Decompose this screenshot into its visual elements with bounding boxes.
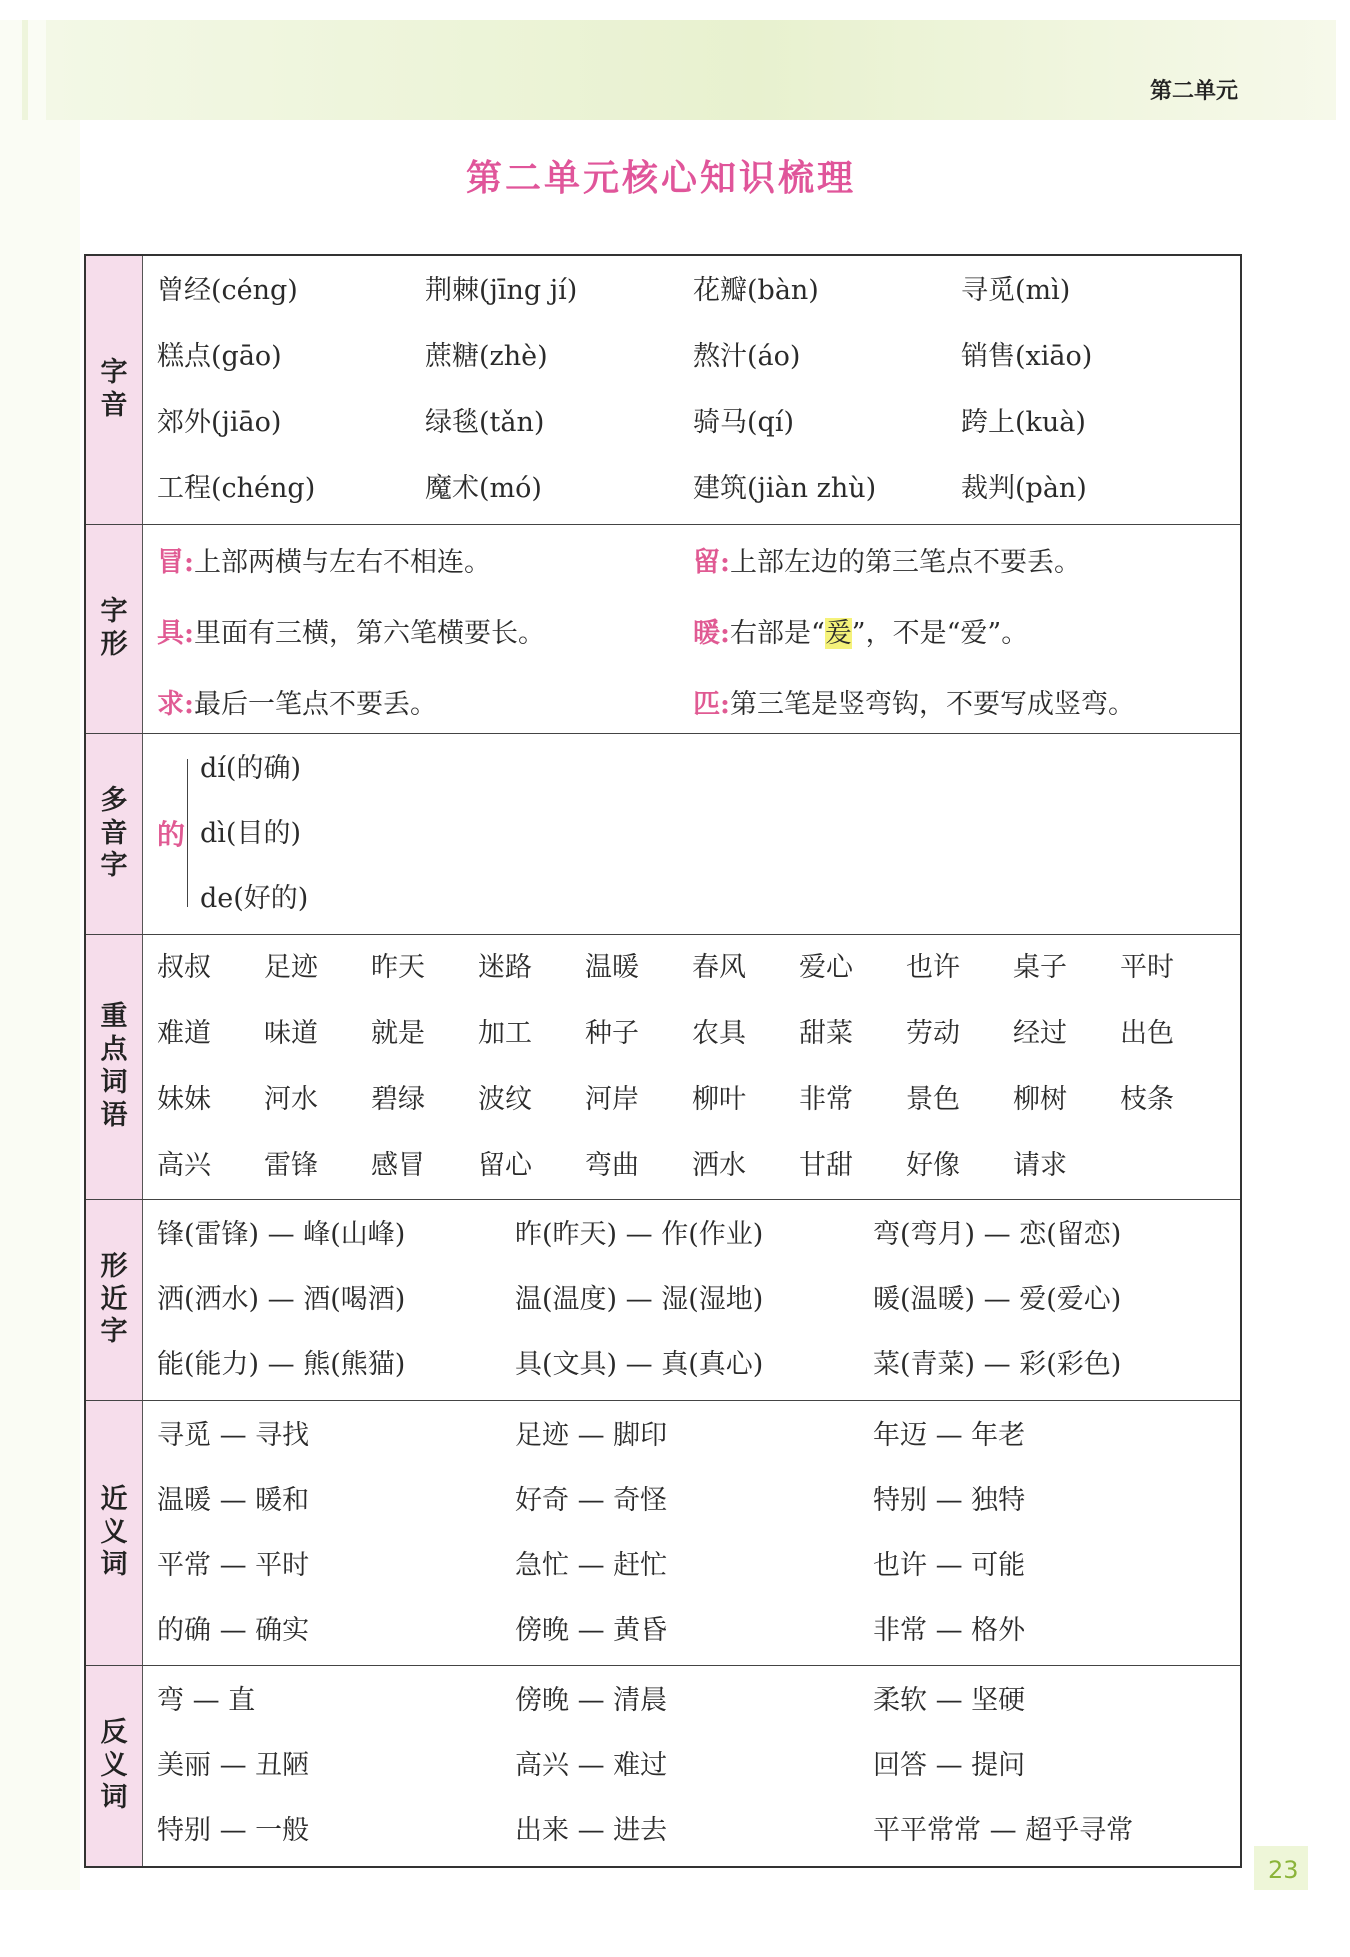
pair-item: 傍晚 — 黄昏 <box>515 1615 668 1646</box>
word-item: 弯曲 <box>585 1150 639 1181</box>
pair-item: 温(温度) — 湿(湿地) <box>515 1284 764 1315</box>
pair-item: 高兴 — 难过 <box>515 1750 668 1781</box>
word-item: 曾经(céng) <box>157 275 298 306</box>
synonyms-grid <box>143 1401 1245 1665</box>
glyph-item: 具:里面有三横，第六笔横要长。 <box>157 618 545 649</box>
glyph-item: 暖:右部是“爰”，不是“爱”。 <box>693 618 1029 649</box>
word-item: 就是 <box>371 1018 425 1049</box>
word-item: 足迹 <box>264 952 318 983</box>
pronunciation-grid <box>143 256 1243 524</box>
section-antonyms <box>86 1665 1240 1866</box>
word-item: 熬汁(áo) <box>693 341 801 372</box>
section-label: 近 义 词 <box>86 1401 143 1665</box>
word-item: 种子 <box>585 1018 639 1049</box>
section-key-words <box>86 934 1240 1199</box>
pair-item: 傍晚 — 清晨 <box>515 1685 668 1716</box>
glyph-item: 留:上部左边的第三笔点不要丢。 <box>693 547 1081 578</box>
word-item: 柳树 <box>1013 1084 1067 1115</box>
knowledge-table <box>84 254 1242 1868</box>
section-synonyms <box>86 1400 1240 1665</box>
section-label: 形 近 字 <box>86 1200 143 1400</box>
word-item: 裁判(pàn) <box>961 473 1087 504</box>
reading-item: dí(的确) <box>200 752 302 784</box>
word-item: 枝条 <box>1120 1084 1174 1115</box>
word-item: 河岸 <box>585 1084 639 1115</box>
word-item: 糕点(gāo) <box>157 341 282 372</box>
word-item: 请求 <box>1013 1150 1067 1181</box>
word-item: 荆棘(jīng jí) <box>425 275 578 306</box>
pair-item: 柔软 — 坚硬 <box>873 1685 1026 1716</box>
word-item: 景色 <box>906 1084 960 1115</box>
word-item: 寻觅(mì) <box>961 275 1071 306</box>
pair-item: 的确 — 确实 <box>157 1615 310 1646</box>
pair-item: 平常 — 平时 <box>157 1550 310 1581</box>
word-item: 花瓣(bàn) <box>693 275 819 306</box>
word-item: 昨天 <box>371 952 425 983</box>
word-item: 洒水 <box>692 1150 746 1181</box>
similar-chars-grid <box>143 1200 1245 1400</box>
pair-item: 洒(洒水) — 酒(喝酒) <box>157 1284 406 1315</box>
word-item: 建筑(jiàn zhù) <box>693 473 877 504</box>
pair-item: 特别 — 独特 <box>873 1485 1026 1516</box>
word-item: 河水 <box>264 1084 318 1115</box>
word-item: 跨上(kuà) <box>961 407 1086 438</box>
word-item: 农具 <box>692 1018 746 1049</box>
pair-item: 非常 — 格外 <box>873 1615 1026 1646</box>
word-item: 柳叶 <box>692 1084 746 1115</box>
pair-item: 寻觅 — 寻找 <box>157 1420 310 1451</box>
word-item: 出色 <box>1120 1018 1174 1049</box>
pair-item: 菜(青菜) — 彩(彩色) <box>873 1349 1122 1380</box>
word-item: 甘甜 <box>799 1150 853 1181</box>
key-words-grid <box>143 935 1241 1199</box>
pair-item: 昨(昨天) — 作(作业) <box>515 1219 764 1250</box>
word-item: 高兴 <box>157 1150 211 1181</box>
reading-item: dì(目的) <box>200 817 302 849</box>
word-item: 销售(xiāo) <box>961 341 1093 372</box>
pair-item: 弯(弯月) — 恋(留恋) <box>873 1219 1122 1250</box>
page-title: 第二单元核心知识梳理 <box>465 158 856 199</box>
brace <box>187 759 196 907</box>
section-pronunciation <box>86 256 1240 524</box>
word-item: 经过 <box>1013 1018 1067 1049</box>
pair-item: 平平常常 — 超乎寻常 <box>873 1815 1134 1846</box>
section-label: 反 义 词 <box>86 1666 143 1866</box>
word-item: 劳动 <box>906 1018 960 1049</box>
polyphone-readings <box>200 736 308 931</box>
word-item: 魔术(mó) <box>425 473 542 504</box>
pair-item: 特别 — 一般 <box>157 1815 310 1846</box>
word-item: 留心 <box>478 1150 532 1181</box>
antonyms-grid <box>143 1666 1245 1866</box>
pair-item: 回答 — 提问 <box>873 1750 1026 1781</box>
page-number: 23 <box>1268 1856 1299 1884</box>
word-item: 妹妹 <box>157 1084 211 1115</box>
section-similar-chars <box>86 1199 1240 1400</box>
word-item: 郊外(jiāo) <box>157 407 282 438</box>
word-item: 非常 <box>799 1084 853 1115</box>
section-label: 字 音 <box>86 256 143 524</box>
word-item: 好像 <box>906 1150 960 1181</box>
pair-item: 足迹 — 脚印 <box>515 1420 668 1451</box>
word-item: 感冒 <box>371 1150 425 1181</box>
word-item: 也许 <box>906 952 960 983</box>
glyph-item: 匹:第三笔是竖弯钩，不要写成竖弯。 <box>693 689 1135 720</box>
word-item: 甜菜 <box>799 1018 853 1049</box>
pair-item: 温暖 — 暖和 <box>157 1485 310 1516</box>
section-label: 多 音 字 <box>86 734 143 934</box>
pair-item: 出来 — 进去 <box>515 1815 668 1846</box>
pair-item: 具(文具) — 真(真心) <box>515 1349 764 1380</box>
word-item: 温暖 <box>585 952 639 983</box>
word-item: 碧绿 <box>371 1084 425 1115</box>
word-item <box>1120 1133 1227 1199</box>
word-item: 雷锋 <box>264 1150 318 1181</box>
highlighted-char: 爰 <box>824 618 852 649</box>
reading-item: de(好的) <box>200 882 309 914</box>
page-margin-shade <box>0 20 80 1890</box>
section-glyph <box>86 524 1240 733</box>
word-item: 春风 <box>692 952 746 983</box>
pair-item: 能(能力) — 熊(熊猫) <box>157 1349 406 1380</box>
word-item: 桌子 <box>1013 952 1067 983</box>
word-item: 爱心 <box>799 952 853 983</box>
pair-item: 暖(温暖) — 爱(爱心) <box>873 1284 1122 1315</box>
word-item: 骑马(qí) <box>693 407 794 438</box>
pair-item: 急忙 — 赶忙 <box>515 1550 668 1581</box>
word-item: 波纹 <box>478 1084 532 1115</box>
word-item: 难道 <box>157 1018 211 1049</box>
word-item: 味道 <box>264 1018 318 1049</box>
pair-item: 美丽 — 丑陋 <box>157 1750 310 1781</box>
glyph-item: 冒:上部两横与左右不相连。 <box>157 547 491 578</box>
unit-label: 第二单元 <box>1149 79 1238 104</box>
word-item: 迷路 <box>478 952 532 983</box>
header-band-edge <box>22 20 28 120</box>
word-item: 蔗糖(zhè) <box>425 341 548 372</box>
section-label: 字 形 <box>86 525 143 733</box>
section-polyphone <box>86 733 1240 934</box>
word-item: 加工 <box>478 1018 532 1049</box>
pair-item: 锋(雷锋) — 峰(山峰) <box>157 1219 406 1250</box>
pair-item: 弯 — 直 <box>157 1685 256 1716</box>
pair-item: 年迈 — 年老 <box>873 1420 1026 1451</box>
section-label: 重 点 词 语 <box>86 935 143 1199</box>
word-item: 平时 <box>1120 952 1174 983</box>
glyph-item: 求:最后一笔点不要丢。 <box>157 689 437 720</box>
header-band <box>46 20 1336 120</box>
word-item: 工程(chéng) <box>157 473 316 504</box>
polyphone-content <box>143 734 1240 934</box>
pair-item: 好奇 — 奇怪 <box>515 1485 668 1516</box>
polyphone-char: 的 <box>157 818 186 851</box>
glyph-grid <box>143 525 1243 733</box>
pair-item: 也许 — 可能 <box>873 1550 1026 1581</box>
word-item: 叔叔 <box>157 952 211 983</box>
word-item: 绿毯(tǎn) <box>425 407 545 438</box>
